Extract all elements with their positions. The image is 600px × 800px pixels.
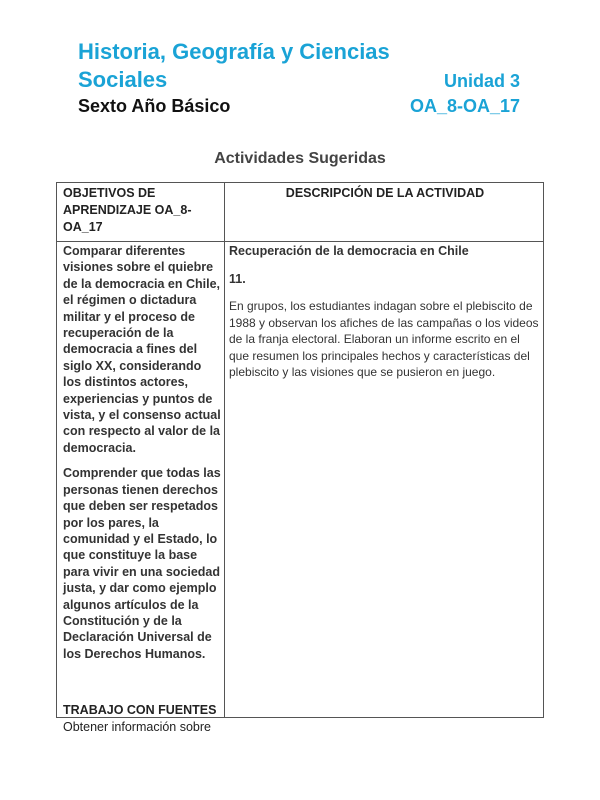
activity-number: 11. [229,272,246,286]
oa-code-label: OA_8-OA_17 [409,96,520,116]
objective-text: Comprender que todas las personas tienen derechos que deben ser respetados por los pares, la comunidad y el Estado, lo que constituye la base para vivir en una sociedad justa, y dar como ejemplo algunos artículos de la Constitución y de la Declaración Universal de los Derechos Humanos. [63,466,221,661]
activities-table [56,182,544,735]
skills-title: TRABAJO CON FUENTES [63,703,217,718]
activity-title: Recuperación de la democracia en Chile [229,244,469,258]
document-header [78,38,520,117]
section-title: Actividades Sugeridas [214,150,386,167]
header-row-2 [78,66,520,94]
column-divider [224,183,225,717]
unit-label: Unidad 3 [443,71,520,91]
activity-cell [229,243,541,381]
skills-description: Obtener información sobre [63,720,211,735]
subject-title-line-2: Sociales [78,67,168,92]
activity-description: En grupos, los estudiantes indagan sobre el plebiscito de 1988 y observan los afiches de las campañas o los videos de la franja electoral. Elaboran un informe escrito en el que resumen los principales hechos y características del plebiscito y las visiones que se pusieron en juego. [229,299,539,379]
objectives-cell [63,243,221,736]
header-row-3 [78,95,520,117]
objective-text: Comparar diferentes visiones sobre el quiebre de la democracia en Chile, el régimen o dictadura militar y el proceso de recuperación de la democracia a fines del siglo XX, considerando los distintos actores, experiencias y puntos de vista, y el consenso actual con respecto al valor de la democracia. [63,244,221,455]
header-row-divider [57,241,543,242]
subject-title-line-1: Historia, Geografía y Ciencias [78,39,390,64]
description-column-header: DESCRIPCIÓN DE LA ACTIVIDAD [285,186,485,200]
grade-label: Sexto Año Básico [78,96,231,116]
objectives-column-header: OBJETIVOS DE APRENDIZAJE OA_8-OA_17 [63,186,192,234]
